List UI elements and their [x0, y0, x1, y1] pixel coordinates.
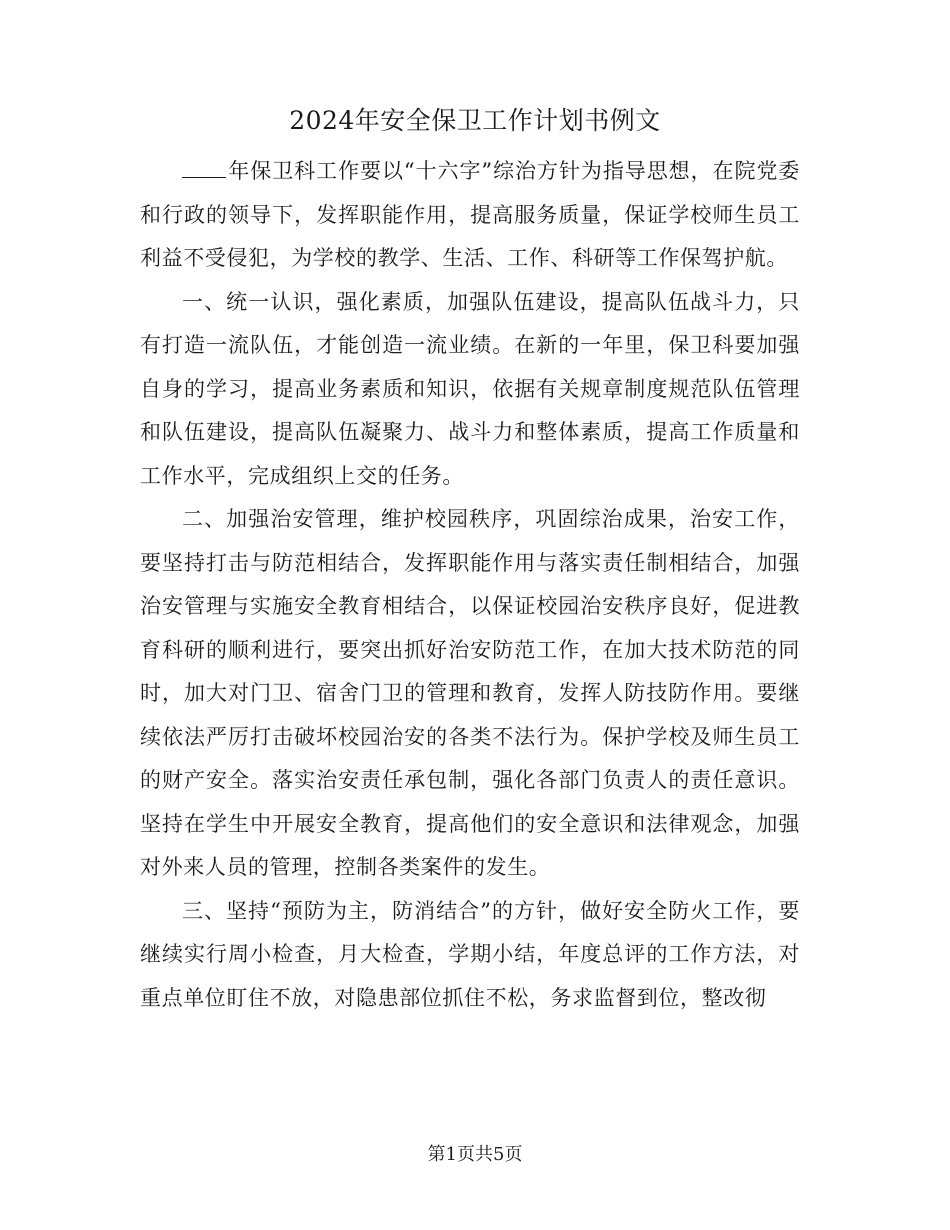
document-body	[140, 150, 800, 1020]
page-number-footer: 第1页共5页	[427, 1144, 523, 1165]
paragraph-section-1: 一、统一认识，强化素质，加强队伍建设，提高队伍战斗力，只有打造一流队伍，才能创造一流业绩。在新的一年里，保卫科要加强自身的学习，提高业务素质和知识，依据有关规章制度规范队伍管理和队伍建设，提高队伍凝聚力、战斗力和整体素质，提高工作质量和工作水平，完成组织上交的任务。	[140, 289, 800, 488]
document-title: 2024年安全保卫工作计划书例文	[289, 106, 661, 135]
paragraph-section-3: 三、坚持“预防为主，防消结合”的方针，做好安全防火工作，要继续实行周小检查，月大检查，学期小结，年度总评的工作方法，对重点单位盯住不放，对隐患部位抓住不松，务求监督到位，整改彻	[140, 898, 800, 1010]
paragraph-intro-text: 年保卫科工作要以“十六字”综治方针为指导思想，在院党委和行政的领导下，发挥职能作用，提高服务质量，保证学校师生员工利益不受侵犯，为学校的教学、生活、工作、科研等工作保驾护航。	[140, 159, 800, 270]
paragraph-section-2: 二、加强治安管理，维护校园秩序，巩固综治成果，治安工作，要坚持打击与防范相结合，发挥职能作用与落实责任制相结合，加强治安管理与实施安全教育相结合，以保证校园治安秩序良好，促进教育科研的顺利进行，要突出抓好治安防范工作，在加大技术防范的同时，加大对门卫、宿舍门卫的管理和教育，发挥人防技防作用。要继续依法严厉打击破坏校园治安的各类不法行为。保护学校及师生员工的财产安全。落实治安责任承包制，强化各部门负责人的责任意识。坚持在学生中开展安全教育，提高他们的安全意识和法律观念，加强对外来人员的管理，控制各类案件的发生。	[140, 507, 800, 879]
fill-in-blank	[182, 157, 226, 178]
paragraph-intro	[140, 150, 800, 281]
